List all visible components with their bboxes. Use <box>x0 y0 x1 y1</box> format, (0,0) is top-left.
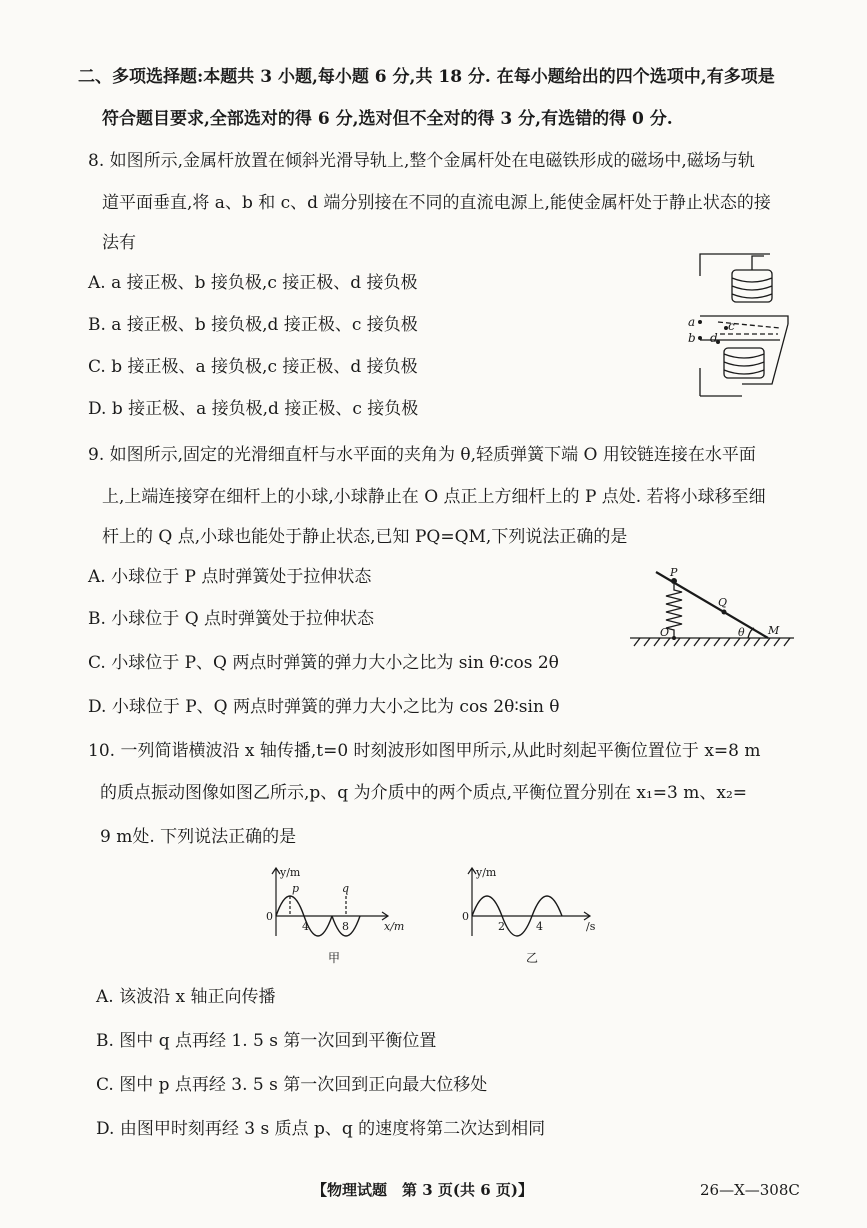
page-footer-title: 【物理试题 第 3 页(共 6 页)】 <box>312 1181 533 1199</box>
q10-jia-origin: 0 <box>266 910 273 923</box>
q10-yi-xlabel: /s <box>586 920 596 933</box>
q9-option-c: C. 小球位于 P、Q 两点时弹簧的弹力大小之比为 sin θ∶cos 2θ <box>88 653 559 673</box>
q10-jia-tick-4: 4 <box>302 920 309 933</box>
q10-yi-origin: 0 <box>462 910 469 923</box>
q8-fig-label-d: d <box>710 331 718 345</box>
q10-yi-tick-2: 2 <box>498 920 505 933</box>
q9-option-a: A. 小球位于 P 点时弹簧处于拉伸状态 <box>88 567 372 587</box>
q9-stem-line-3: 杆上的 Q 点,小球也能处于静止状态,已知 PQ=QM,下列说法正确的是 <box>102 527 628 547</box>
q8-stem-line-1: 8. 如图所示,金属杆放置在倾斜光滑导轨上,整个金属杆处在电磁铁形成的磁场中,磁场与轨 <box>88 151 755 171</box>
q9-fig-label-p: P <box>670 566 678 579</box>
q10-stem-line-2: 的质点振动图像如图乙所示,p、q 为介质中的两个质点,平衡位置分别在 x₁=3 m、x₂= <box>100 783 748 803</box>
page-footer-code: 26—X—308C <box>700 1181 800 1199</box>
q10-yi-caption: 乙 <box>526 951 539 965</box>
q10-stem-line-1: 10. 一列简谐横波沿 x 轴传播,t=0 时刻波形如图甲所示,从此时刻起平衡位置位于 x=8 m <box>88 741 761 761</box>
q8-fig-label-c: c <box>728 319 735 333</box>
q10-option-c: C. 图中 p 点再经 3. 5 s 第一次回到正向最大位移处 <box>96 1075 488 1095</box>
q9-spring-rod-figure <box>628 566 798 650</box>
q8-option-b: B. a 接正极、b 接负极,d 接正极、c 接负极 <box>88 315 418 335</box>
q10-yi-tick-4: 4 <box>536 920 543 933</box>
q9-stem-line-2: 上,上端连接穿在细杆上的小球,小球静止在 O 点正上方细杆上的 P 点处. 若将小球移至细 <box>102 487 766 507</box>
q10-jia-tick-8: 8 <box>342 920 349 933</box>
q9-fig-label-o: O <box>660 626 670 639</box>
q10-stem-line-3: 9 m处. 下列说法正确的是 <box>100 827 297 847</box>
q10-option-b: B. 图中 q 点再经 1. 5 s 第一次回到平衡位置 <box>96 1031 437 1051</box>
q10-jia-ylabel: y/m <box>280 866 301 879</box>
q8-fig-label-b: b <box>688 331 696 345</box>
q10-yi-ylabel: y/m <box>476 866 497 879</box>
q8-electromagnet-figure <box>680 246 800 406</box>
q10-jia-xlabel: x/m <box>384 920 405 933</box>
q8-option-c: C. b 接正极、a 接负极,c 接正极、d 接负极 <box>88 357 418 377</box>
q9-fig-label-m: M <box>768 624 780 637</box>
q8-fig-label-a: a <box>688 315 696 329</box>
q10-option-d: D. 由图甲时刻再经 3 s 质点 p、q 的速度将第二次达到相同 <box>96 1119 546 1139</box>
q9-fig-label-q: Q <box>718 596 728 609</box>
q8-stem-line-3: 法有 <box>102 233 136 253</box>
q8-stem-line-2: 道平面垂直,将 a、b 和 c、d 端分别接在不同的直流电源上,能使金属杆处于静止状态的接 <box>102 193 771 213</box>
q10-jia-label-p: p <box>292 882 300 895</box>
q10-wave-graph-jia <box>260 864 420 964</box>
q9-option-d: D. 小球位于 P、Q 两点时弹簧的弹力大小之比为 cos 2θ∶sin θ <box>88 697 560 717</box>
q8-option-d: D. b 接正极、a 接负极,d 接正极、c 接负极 <box>88 399 419 419</box>
q9-fig-label-theta: θ <box>738 626 745 639</box>
q10-jia-label-q: q <box>342 882 350 895</box>
q10-vibration-graph-yi <box>460 864 620 964</box>
q10-jia-caption: 甲 <box>328 951 341 965</box>
q9-option-b: B. 小球位于 Q 点时弹簧处于拉伸状态 <box>88 609 375 629</box>
q8-option-a: A. a 接正极、b 接负极,c 接正极、d 接负极 <box>88 273 418 293</box>
section-heading-line-2: 符合题目要求,全部选对的得 6 分,选对但不全对的得 3 分,有选错的得 0 分. <box>102 109 673 129</box>
q10-option-a: A. 该波沿 x 轴正向传播 <box>96 987 276 1007</box>
section-heading-line-1: 二、多项选择题:本题共 3 小题,每小题 6 分,共 18 分. 在每小题给出的四个选项中,有多项是 <box>78 67 775 87</box>
q9-stem-line-1: 9. 如图所示,固定的光滑细直杆与水平面的夹角为 θ,轻质弹簧下端 O 用铰链连接在水平面 <box>88 445 756 465</box>
